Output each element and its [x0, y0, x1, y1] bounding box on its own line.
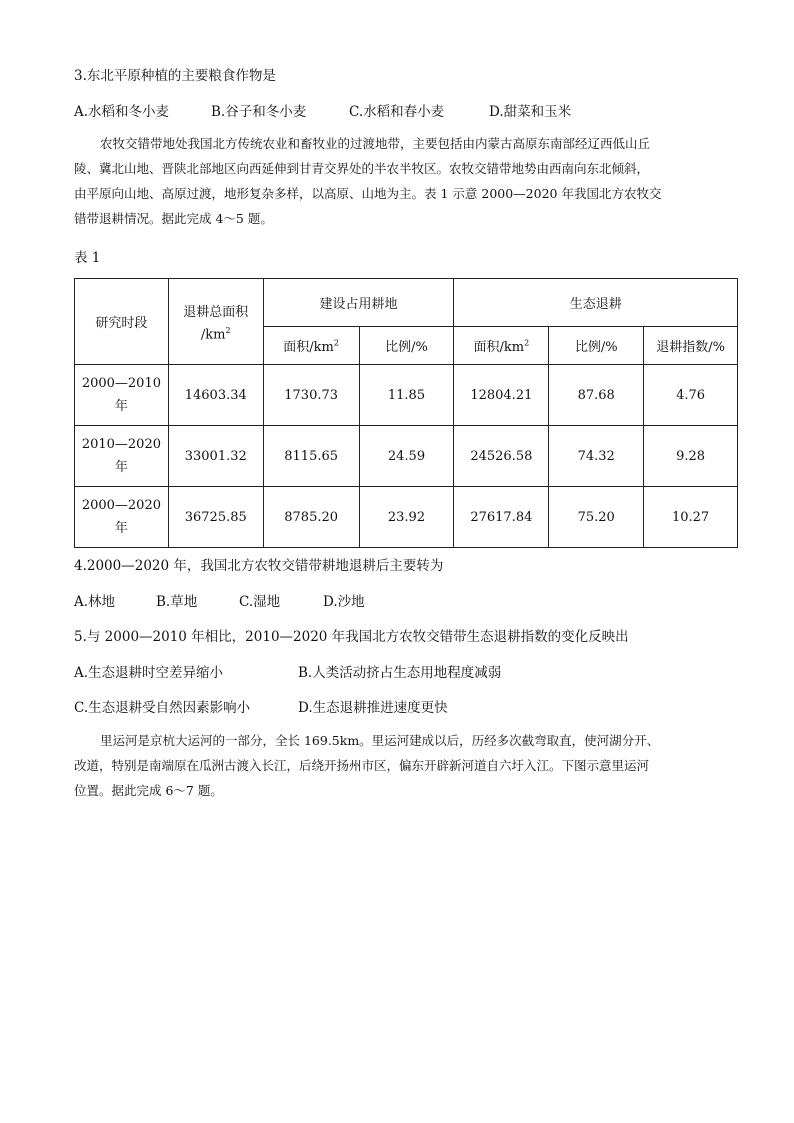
cell-ecological-area: 12804.21 — [454, 365, 549, 426]
cell-ecological-index: 4.76 — [644, 365, 738, 426]
q5-option-a: A.生态退耕时空差异缩小 — [74, 665, 224, 681]
table-caption: 表 1 — [74, 250, 101, 266]
unit-superscript: 2 — [524, 338, 530, 348]
data-table — [74, 278, 738, 548]
header-ecological-index: 退耕指数/% — [644, 327, 738, 365]
unit-superscript: 2 — [333, 338, 339, 348]
header-ecological-ratio: 比例/% — [549, 327, 644, 365]
question-4-options — [74, 590, 365, 610]
q5-option-c: C.生态退耕受自然因素影响小 — [74, 700, 251, 716]
header-total-area-label: 退耕总面积 — [183, 304, 249, 320]
header-ecological-area — [454, 327, 549, 365]
question-5-options-row-1 — [74, 661, 501, 681]
cell-total: 36725.85 — [168, 487, 263, 548]
q5-option-b: B.人类活动挤占生态用地程度减弱 — [298, 665, 502, 681]
table-row — [75, 426, 738, 487]
header-ecological: 生态退耕 — [454, 279, 738, 327]
table-row — [75, 487, 738, 548]
header-area-label: 面积/km — [473, 340, 525, 355]
passage-1-line: 错带退耕情况。据此完成 4～5 题。 — [74, 211, 273, 226]
cell-period: 2000—2010 年 — [75, 365, 169, 426]
table-row — [75, 365, 738, 426]
passage-1-line: 陵、冀北山地、晋陕北部地区向西延伸到甘青交界处的半农半牧区。农牧交错带地势由西南向东北倾斜， — [74, 161, 650, 176]
q4-option-a: A.林地 — [74, 594, 116, 610]
cell-ecological-ratio: 75.20 — [549, 487, 644, 548]
cell-period: 2000—2020 年 — [75, 487, 169, 548]
q4-option-b: B.草地 — [156, 594, 198, 610]
cell-total: 14603.34 — [168, 365, 263, 426]
question-4-stem: 4.2000—2020 年，我国北方农牧交错带耕地退耕后主要转为 — [74, 558, 444, 574]
q4-option-d: D.沙地 — [323, 594, 365, 610]
cell-construction-area: 1730.73 — [263, 365, 359, 426]
cell-ecological-area: 24526.58 — [454, 426, 549, 487]
q4-option-c: C.湿地 — [239, 594, 281, 610]
header-area-label: 面积/km — [283, 340, 334, 355]
header-period: 研究时段 — [75, 279, 169, 365]
q5-option-d: D.生态退耕推进速度更快 — [298, 700, 448, 716]
passage-2-line: 位置。据此完成 6～7 题。 — [74, 783, 223, 798]
header-construction: 建设占用耕地 — [263, 279, 454, 327]
q3-option-b: B.谷子和冬小麦 — [211, 104, 307, 120]
question-3-options — [74, 100, 571, 120]
cell-construction-ratio: 24.59 — [359, 426, 454, 487]
passage-1-line: 农牧交错带地处我国北方传统农业和畜牧业的过渡地带，主要包括由内蒙古高原东南部经辽西低山丘 — [100, 136, 651, 151]
cell-ecological-ratio: 74.32 — [549, 426, 644, 487]
header-total-area — [168, 279, 263, 365]
q3-option-d: D.甜菜和玉米 — [489, 104, 572, 120]
header-construction-ratio: 比例/% — [359, 327, 454, 365]
header-construction-area — [263, 327, 359, 365]
passage-1-line: 由平原向山地、高原过渡，地形复杂多样，以高原、山地为主。表 1 示意 2000—2020 年我国北方农牧交 — [74, 186, 662, 201]
q3-option-a: A.水稻和冬小麦 — [74, 104, 170, 120]
passage-2-line: 改道，特别是南端原在瓜洲古渡入长江，后绕开扬州市区，偏东开辟新河道自六圩入江。下图示意里运河 — [74, 758, 650, 773]
q3-option-c: C.水稻和春小麦 — [349, 104, 445, 120]
cell-period: 2010—2020 年 — [75, 426, 169, 487]
passage-2 — [74, 728, 722, 803]
cell-ecological-index: 10.27 — [644, 487, 738, 548]
cell-construction-area: 8785.20 — [263, 487, 359, 548]
cell-construction-area: 8115.65 — [263, 426, 359, 487]
cell-ecological-index: 9.28 — [644, 426, 738, 487]
passage-1 — [74, 131, 722, 231]
question-5-options-row-2 — [74, 696, 448, 716]
cell-total: 33001.32 — [168, 426, 263, 487]
question-5-stem: 5.与 2000—2010 年相比，2010—2020 年我国北方农牧交错带生态退耕指数的变化反映出 — [74, 629, 629, 645]
header-total-area-unit: /km — [200, 327, 226, 343]
cell-ecological-area: 27617.84 — [454, 487, 549, 548]
unit-superscript: 2 — [225, 325, 231, 335]
passage-2-line: 里运河是京杭大运河的一部分，全长 169.5km。里运河建成以后，历经多次截弯取直，使河湖分开、 — [100, 733, 660, 748]
question-3-stem: 3.东北平原种植的主要粮食作物是 — [74, 68, 276, 84]
cell-ecological-ratio: 87.68 — [549, 365, 644, 426]
cell-construction-ratio: 23.92 — [359, 487, 454, 548]
cell-construction-ratio: 11.85 — [359, 365, 454, 426]
